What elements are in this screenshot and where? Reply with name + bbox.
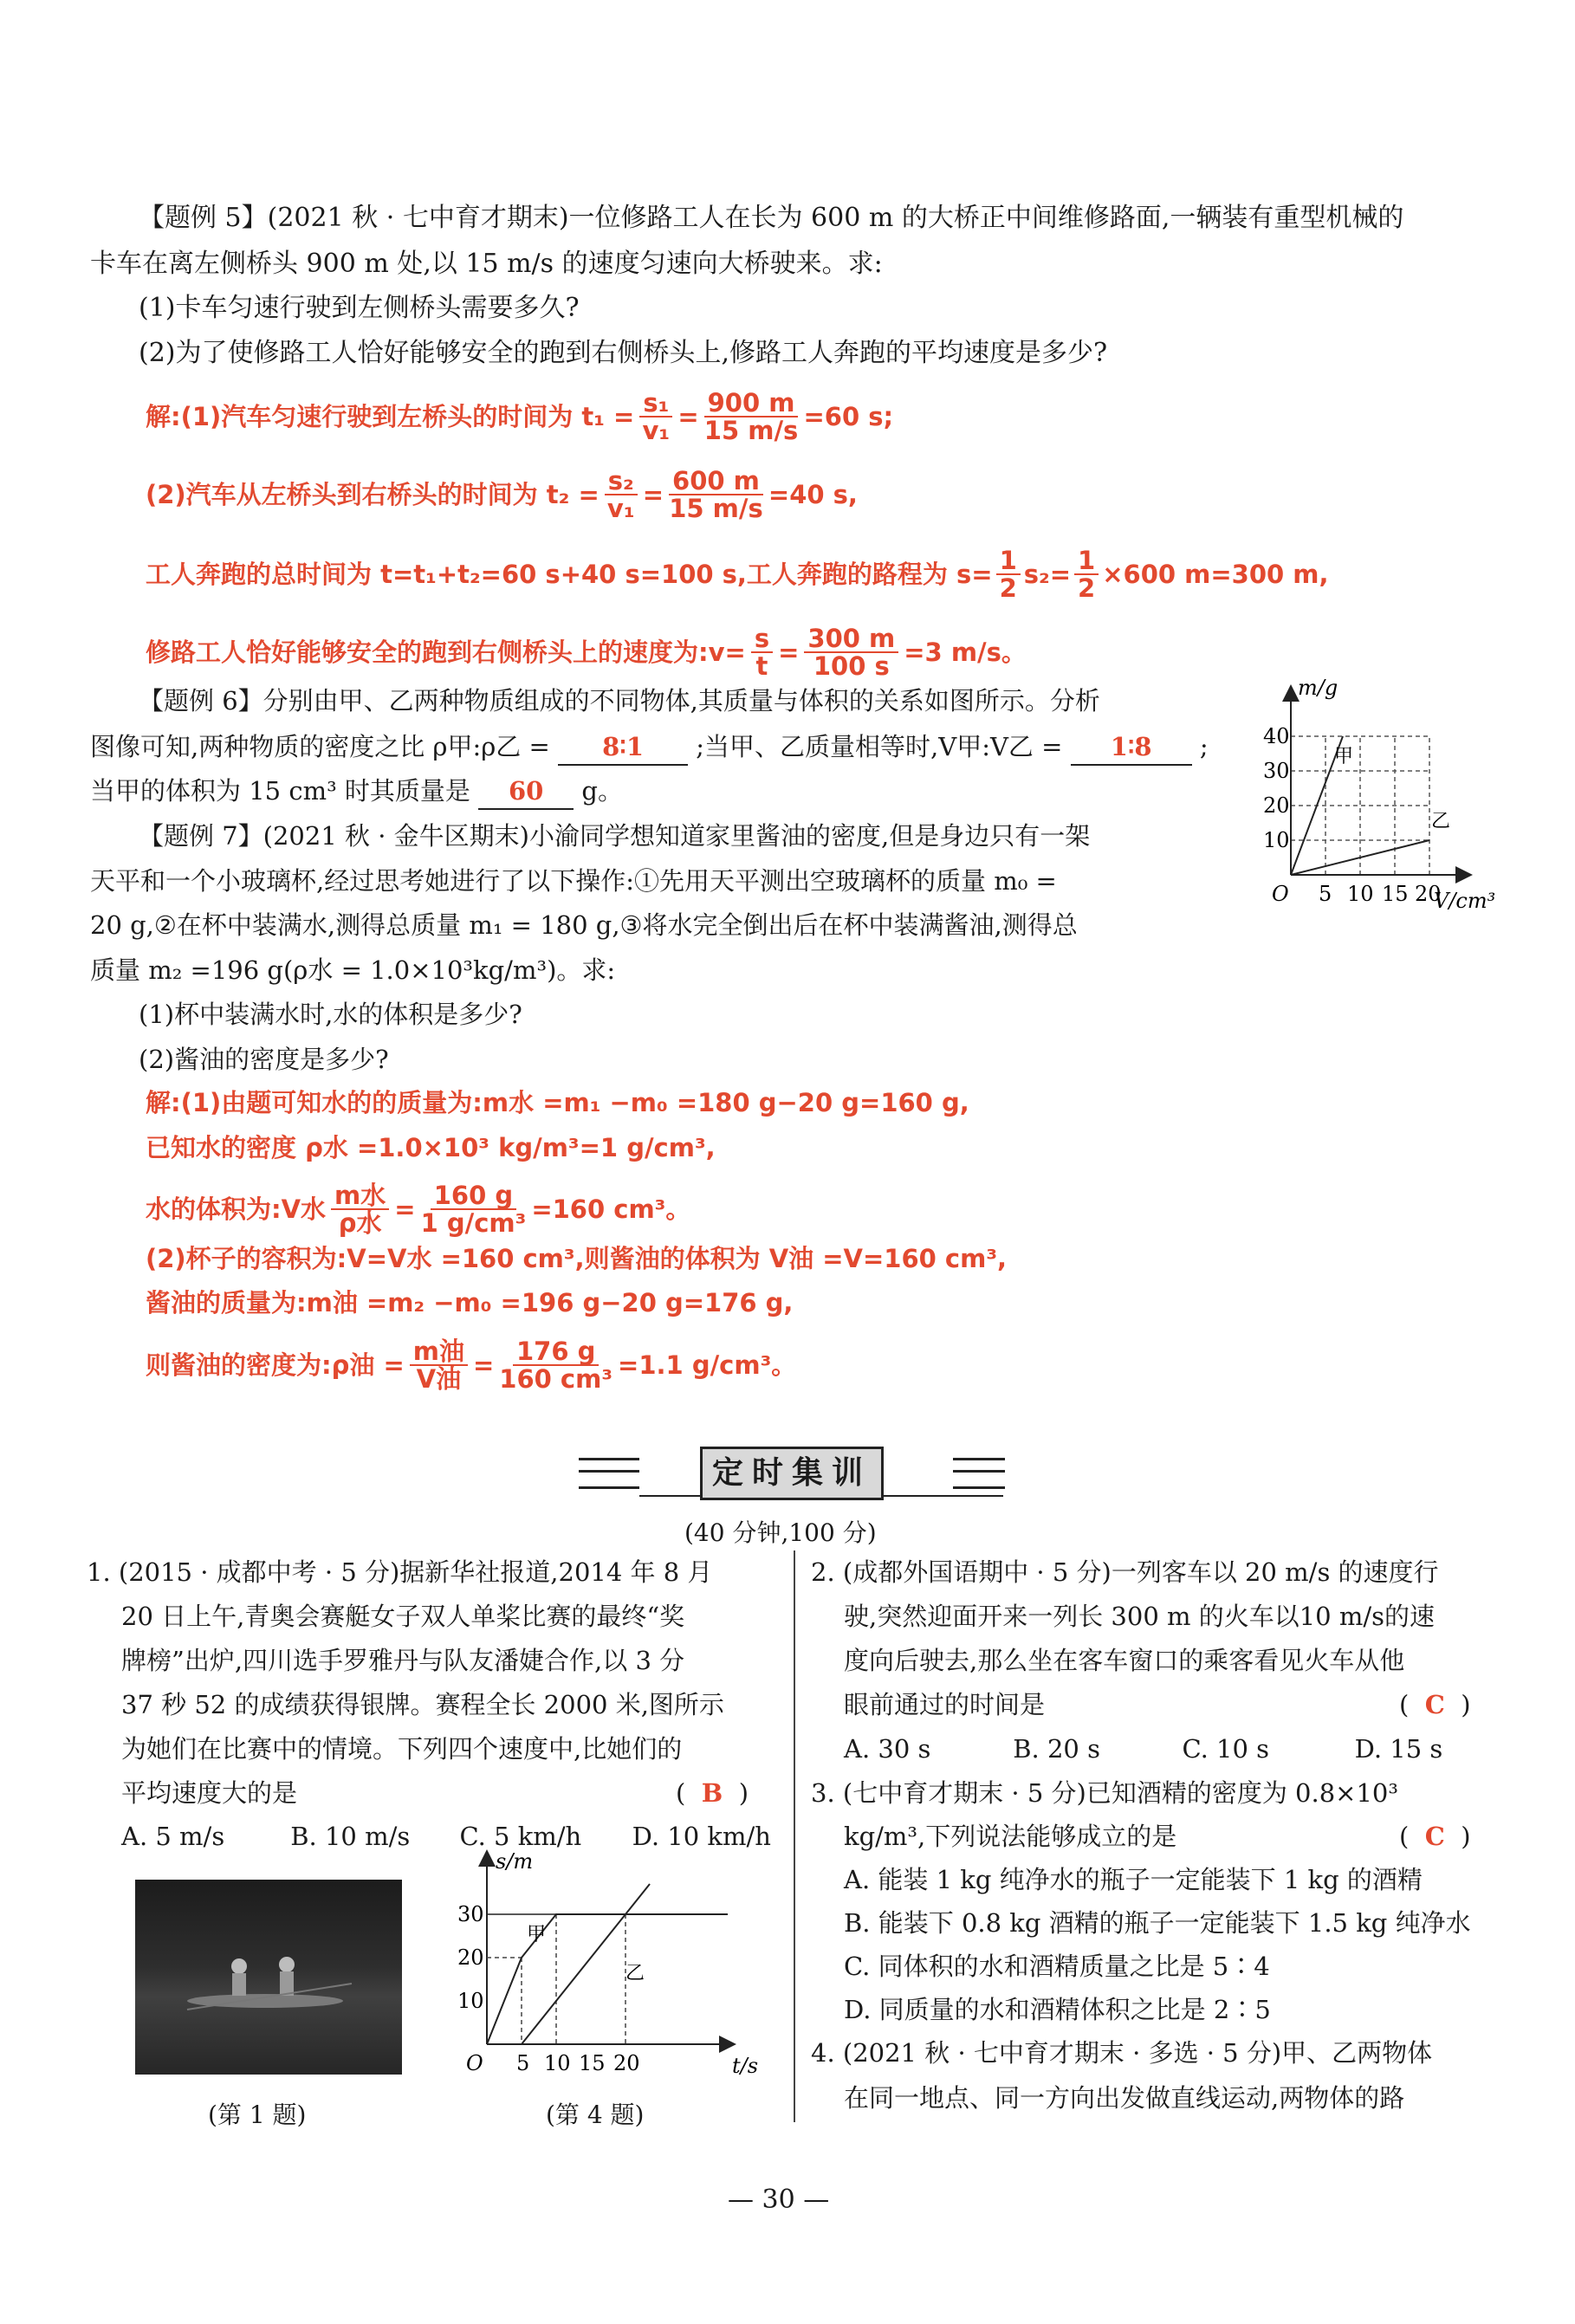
- p3-line1: 3. (七中育才期末 · 5 分)已知酒精的密度为 0.8×10³: [811, 1778, 1399, 1808]
- ex5-sol3-mid: s₂=: [1023, 560, 1072, 589]
- p1-line6: [121, 1776, 297, 1810]
- p2-line3: 度向后驶去,那么坐在客车窗口的乘客看见火车从他: [844, 1646, 1405, 1675]
- x-tick: 15: [1382, 882, 1409, 906]
- y-tick: 20: [457, 1945, 484, 1970]
- section-title: 定时集训: [700, 1447, 884, 1500]
- fraction-den: v₁: [642, 416, 671, 445]
- p1-answer: B: [701, 1778, 723, 1808]
- p1-stem-end: 平均速度大的是: [121, 1778, 298, 1808]
- ex5-solution-3: [146, 547, 1329, 601]
- fraction-num: s₂: [605, 468, 638, 495]
- p1-options: [121, 1819, 771, 1854]
- equals: =: [394, 1194, 416, 1224]
- p4-figure-caption: (第 4 题): [546, 2101, 645, 2129]
- fraction-den: 1 g/cm³: [420, 1208, 527, 1238]
- origin-label: O: [1272, 882, 1289, 906]
- y-tick: 30: [1263, 759, 1290, 783]
- mass-volume-graph: [1248, 676, 1507, 918]
- ex5-question-1: (1)卡车匀速行驶到左侧桥头需要多久?: [139, 293, 580, 323]
- fraction-num: m油: [410, 1338, 468, 1366]
- series-label-jia: 甲: [527, 1924, 547, 1945]
- p1-option-a: A. 5 m/s: [121, 1822, 225, 1851]
- ex5-sol1-prefix: 解:(1)汽车匀速行驶到左桥头的时间为 t₁ =: [146, 402, 635, 431]
- page-number-value: 30: [762, 2185, 795, 2215]
- distance-time-graph: [442, 1849, 780, 2083]
- p3-line2: kg/m³,下列说法能够成立的是: [844, 1822, 1177, 1851]
- fraction-num: 160 g: [431, 1182, 516, 1210]
- p1-line4: 37 秒 52 的成绩获得银牌。赛程全长 2000 米,图所示: [121, 1690, 724, 1719]
- fraction-den: 15 m/s: [703, 416, 799, 445]
- dash-right: —: [794, 2185, 830, 2215]
- ex5-line2: 卡车在离左侧桥头 900 m 处,以 15 m/s 的速度匀速向大桥驶来。求:: [90, 249, 883, 279]
- fraction-den: v₁: [606, 494, 635, 523]
- p1-option-d: D. 10 km/h: [632, 1822, 771, 1851]
- p1-figure-caption: (第 1 题): [208, 2101, 307, 2129]
- p4-line2: 在同一地点、同一方向出发做直线运动,两物体的路: [844, 2083, 1405, 2113]
- ex7-line2: 天平和一个小玻璃杯,经过思考她进行了以下操作:①先用天平测出空玻璃杯的质量 m₀ =: [90, 866, 1057, 896]
- p3-option-a: A. 能装 1 kg 纯净水的瓶子一定能装下 1 kg 的酒精: [844, 1865, 1423, 1894]
- ex7-solution-6: [146, 1338, 796, 1392]
- ex6-line3-a: 当甲的体积为 15 cm³ 时其质量是: [90, 776, 470, 806]
- ex5-sol2-result: =40 s,: [768, 480, 858, 509]
- ex5-sol2-prefix: (2)汽车从左桥头到右桥头的时间为 t₂ =: [146, 480, 600, 509]
- x-axis-label: t/s: [732, 2054, 759, 2078]
- section-rule-left: [579, 1458, 639, 1489]
- y-tick: 20: [1263, 793, 1290, 818]
- fraction-num: m水: [331, 1182, 389, 1210]
- fraction-den: 160 cm³: [499, 1364, 613, 1394]
- p2-options: [844, 1732, 1442, 1766]
- p1-option-c: C. 5 km/h: [459, 1822, 582, 1851]
- section-rule-right: [953, 1458, 1005, 1489]
- ex5-sol3-result: ×600 m=300 m,: [1102, 560, 1329, 589]
- ex7-sol6-result: =1.1 g/cm³。: [618, 1350, 797, 1380]
- fraction: [331, 1182, 389, 1236]
- p1-line1: 1. (2015 · 成都中考 · 5 分)据新华社报道,2014 年 8 月: [87, 1557, 713, 1587]
- p2-line4: 眼前通过的时间是: [844, 1690, 1046, 1719]
- ex7-solution-3: [146, 1182, 690, 1236]
- y-axis-label: m/g: [1298, 676, 1338, 700]
- ex7-sol6-prefix: 则酱油的密度为:ρ油 =: [146, 1350, 405, 1380]
- fraction: [704, 390, 799, 443]
- p2-option-d: D. 15 s: [1354, 1734, 1443, 1764]
- p1-line5: 为她们在比赛中的情境。下列四个速度中,比她们的: [121, 1734, 683, 1764]
- origin-label: O: [466, 2051, 483, 2075]
- y-tick: 40: [1263, 724, 1290, 748]
- p1-line2: 20 日上午,青奥会赛艇女子双人单桨比赛的最终“奖: [121, 1602, 685, 1631]
- fraction-num: 176 g: [513, 1338, 599, 1366]
- p1-answer-bracket: ( B ): [676, 1778, 749, 1808]
- y-tick: 10: [457, 1989, 484, 2013]
- fraction-den: 100 s: [813, 651, 890, 681]
- equals: =: [472, 1350, 495, 1380]
- section-subtitle: (40 分钟,100 分): [684, 1518, 877, 1547]
- p3-option-c: C. 同体积的水和酒精质量之比是 5∶4: [844, 1952, 1270, 1981]
- guides: [487, 1914, 625, 2044]
- fraction: [410, 1338, 468, 1392]
- ex6-answer-3: 60: [478, 774, 574, 810]
- x-tick: 10: [544, 2051, 571, 2075]
- column-divider: [794, 1550, 795, 2122]
- p2-option-a: A. 30 s: [844, 1734, 931, 1764]
- x-axis-label: V/cm³: [1434, 889, 1496, 913]
- ex5-sol1-result: =60 s;: [803, 402, 894, 431]
- p3-answer: C: [1424, 1822, 1445, 1851]
- ex6-line2-a: 图像可知,两种物质的密度之比 ρ甲:ρ乙 =: [90, 732, 550, 761]
- p3-option-b: B. 能装下 0.8 kg 酒精的瓶子一定能装下 1.5 kg 纯净水: [844, 1908, 1471, 1938]
- ex5-sol4-prefix: 修路工人恰好能够安全的跑到右侧桥头上的速度为:v=: [146, 638, 746, 667]
- fraction-num: 1: [996, 547, 1021, 575]
- p2-answer: C: [1424, 1690, 1445, 1719]
- fraction-den: V油: [416, 1364, 462, 1394]
- y-tick: 10: [1263, 828, 1290, 852]
- p3-option-d: D. 同质量的水和酒精体积之比是 2∶5: [844, 1995, 1271, 2024]
- fraction-den: ρ水: [338, 1208, 382, 1238]
- line-yi: [1291, 840, 1429, 875]
- ex5-solution-1: [146, 390, 893, 443]
- fraction: [804, 625, 898, 679]
- ex5-solution-4: [146, 625, 1027, 679]
- equals: =: [778, 638, 800, 667]
- ex6-line2: [90, 729, 1209, 766]
- fraction-den: 2: [999, 573, 1017, 603]
- p2-line2: 驶,突然迎面开来一列长 300 m 的火车以10 m/s的速: [844, 1602, 1435, 1631]
- fraction-den: t: [755, 651, 768, 681]
- ex7-question-1: (1)杯中装满水时,水的体积是多少?: [139, 1000, 522, 1029]
- ex6-line2-b: ;当甲、乙质量相等时,V甲:V乙 =: [696, 732, 1063, 761]
- fraction-num: 1: [1074, 547, 1099, 575]
- ex5-sol4-result: =3 m/s。: [904, 638, 1027, 667]
- p2-option-c: C. 10 s: [1182, 1734, 1270, 1764]
- ex5-solution-2: [146, 468, 858, 521]
- p2-line1: 2. (成都外国语期中 · 5 分)一列客车以 20 m/s 的速度行: [811, 1557, 1439, 1587]
- p1-option-b: B. 10 m/s: [290, 1822, 411, 1851]
- equals: =: [677, 402, 699, 431]
- ex6-answer-2: 1∶8: [1071, 729, 1192, 766]
- ex7-line3: 20 g,②在杯中装满水,测得总质量 m₁ = 180 g,③将水完全倒出后在杯中装满酱油,测得总: [90, 910, 1078, 940]
- x-tick: 10: [1347, 882, 1374, 906]
- dash-left: —: [728, 2185, 762, 2215]
- fraction-num: s₁: [639, 390, 672, 418]
- ex6-line1: 【题例 6】分别由甲、乙两种物质组成的不同物体,其质量与体积的关系如图所示。分析: [139, 686, 1100, 715]
- ex7-sol3-result: =160 cm³。: [531, 1194, 691, 1224]
- ex7-solution-4: (2)杯子的容积为:V=V水 =160 cm³,则酱油的体积为 V油 =V=160 cm³,: [146, 1244, 1008, 1273]
- x-tick: 20: [613, 2051, 640, 2075]
- equals: =: [642, 480, 664, 509]
- x-tick: 20: [1415, 882, 1442, 906]
- fraction-num: 900 m: [704, 390, 799, 418]
- ex6-line2-c: ;: [1199, 732, 1209, 761]
- x-tick: 15: [579, 2051, 606, 2075]
- fraction: [421, 1182, 527, 1236]
- fraction: [605, 468, 638, 521]
- page-number: [728, 2183, 829, 2217]
- ex7-solution-2: 已知水的密度 ρ水 =1.0×10³ kg/m³=1 g/cm³,: [146, 1133, 716, 1162]
- ex6-answer-1: 8∶1: [558, 729, 688, 766]
- ex7-line4: 质量 m₂ =196 g(ρ水 = 1.0×10³kg/m³)。求:: [90, 955, 616, 985]
- ex7-solution-5: 酱油的质量为:m油 =m₂ −m₀ =196 g−20 g=176 g,: [146, 1288, 794, 1317]
- grid: [1291, 736, 1429, 875]
- fraction: [1074, 547, 1099, 601]
- p4-line1: 4. (2021 秋 · 七中育才期末 · 多选 · 5 分)甲、乙两物体: [811, 2038, 1433, 2068]
- rowing-photo: [135, 1880, 402, 2075]
- fraction-den: 2: [1078, 573, 1096, 603]
- fraction-num: s: [751, 625, 773, 653]
- section-rule-mid: [579, 1470, 639, 1473]
- y-axis-label: s/m: [496, 1849, 534, 1874]
- ex7-question-2: (2)酱油的密度是多少?: [139, 1045, 389, 1074]
- p1-line3: 牌榜”出炉,四川选手罗雅丹与队友潘婕合作,以 3 分: [121, 1646, 685, 1675]
- fraction: [639, 390, 672, 443]
- p2-answer-bracket: ( C ): [1399, 1690, 1471, 1719]
- ex6-line3: [90, 774, 623, 810]
- series-label-jia: 甲: [1334, 746, 1354, 767]
- x-tick: 5: [1319, 882, 1332, 906]
- fraction: [751, 625, 773, 679]
- rowing-scene: [135, 1880, 402, 2075]
- ex7-solution-1: 解:(1)由题可知水的的质量为:m水 =m₁ −m₀ =180 g−20 g=160 g,: [146, 1088, 969, 1117]
- ex7-sol3-prefix: 水的体积为:V水: [146, 1194, 327, 1224]
- fraction: [669, 468, 763, 521]
- ex5-line1: 【题例 5】(2021 秋 · 七中育才期末)一位修路工人在长为 600 m 的大桥正中间维修路面,一辆装有重型机械的: [139, 203, 1404, 233]
- p3-answer-bracket: ( C ): [1399, 1822, 1471, 1851]
- series-label-yi: 乙: [1431, 811, 1451, 832]
- line-jia: [487, 1914, 728, 2044]
- ex7-line1: 【题例 7】(2021 秋 · 金牛区期末)小渝同学想知道家里酱油的密度,但是身边只有一架: [139, 821, 1091, 851]
- fraction: [996, 547, 1021, 601]
- ex6-line3-b: g。: [581, 776, 623, 806]
- fraction-num: 300 m: [804, 625, 898, 653]
- fraction: [499, 1338, 612, 1392]
- series-label-yi: 乙: [625, 1963, 645, 1984]
- fraction-num: 600 m: [669, 468, 763, 495]
- fraction-den: 15 m/s: [669, 494, 763, 523]
- x-tick: 5: [516, 2051, 530, 2075]
- p2-option-b: B. 20 s: [1013, 1734, 1100, 1764]
- y-tick: 30: [457, 1902, 484, 1926]
- ex5-question-2: (2)为了使修路工人恰好能够安全的跑到右侧桥头上,修路工人奔跑的平均速度是多少?: [139, 338, 1108, 368]
- ex5-sol3-prefix: 工人奔跑的总时间为 t=t₁+t₂=60 s+40 s=100 s,工人奔跑的路程为 s=: [146, 560, 993, 589]
- section-rule-mid: [953, 1470, 1005, 1473]
